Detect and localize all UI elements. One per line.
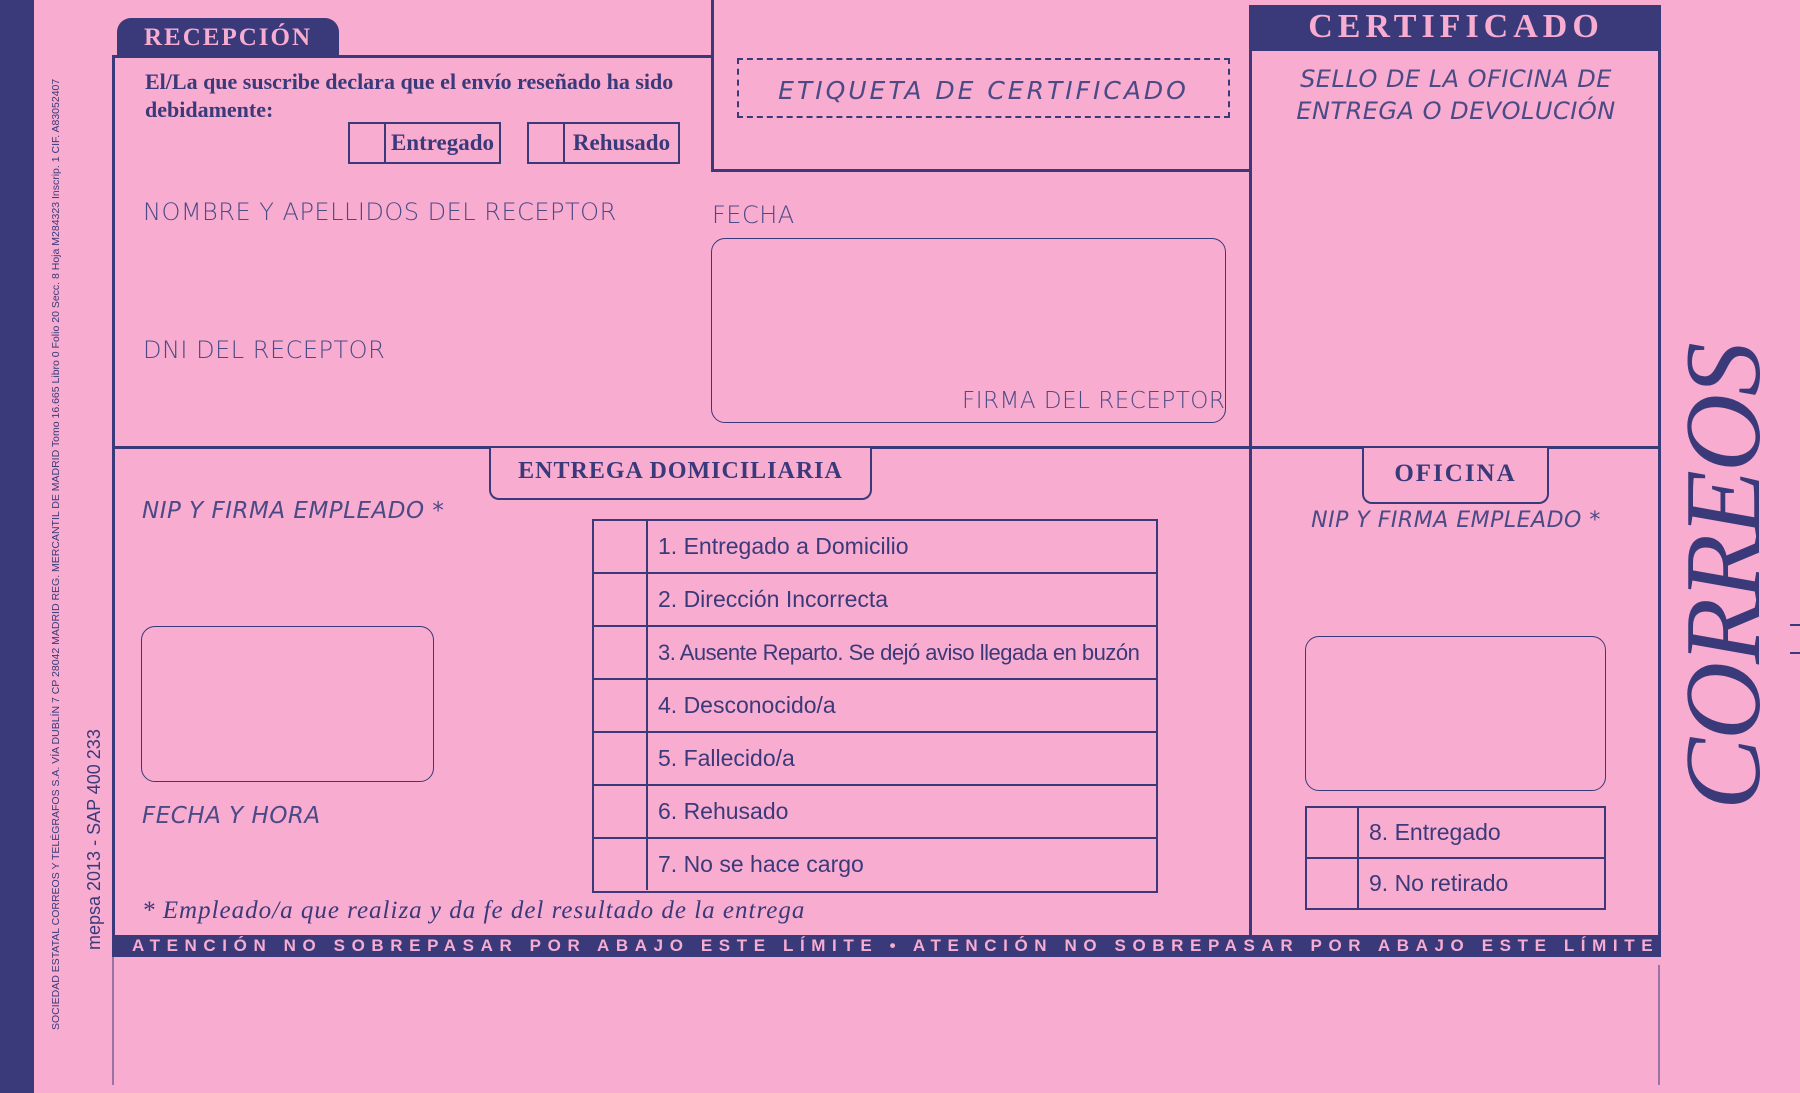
option-delivered bbox=[384, 122, 501, 164]
home-option-row[interactable] bbox=[594, 680, 1156, 733]
side-phone: 902 197 197 bbox=[2, 722, 32, 1010]
label-area-text: ETIQUETA DE CERTIFICADO bbox=[778, 76, 1189, 105]
office-options-table bbox=[1305, 806, 1606, 910]
side-legal: SOCIEDAD ESTATAL CORREOS Y TELÉGRAFOS S.A. VÍA DUBLÍN 7 CP 28042 MADRID REG. MERCANTIL DE MADRID Tomo 16.665 Libro 0 Folio 20 Secc. 8 Hoja M284323 Inscrip. 1 CIF. A83052407 bbox=[50, 78, 62, 1030]
option-label: 5. Fallecido/a bbox=[658, 745, 795, 771]
home-option-row[interactable] bbox=[594, 521, 1156, 574]
reception-tab-label: RECEPCIÓN bbox=[143, 24, 312, 51]
home-option-row[interactable] bbox=[594, 574, 1156, 627]
frame-left bbox=[112, 55, 115, 955]
print-code: mepsa 2013 - SAP 400 233 bbox=[84, 729, 104, 950]
cert-right bbox=[1658, 5, 1661, 955]
warning-text: ATENCIÓN NO SOBREPASAR POR ABAJO ESTE LÍMITE • ATENCIÓN NO SOBREPASAR POR ABAJO ESTE LÍMITE bbox=[132, 936, 1660, 955]
stamp-line2: ENTREGA O DEVOLUCIÓN bbox=[1296, 97, 1616, 125]
receiver-dni-label: DNI DEL RECEPTOR bbox=[143, 336, 386, 364]
home-delivery-tab bbox=[489, 448, 872, 500]
checkbox-delivered[interactable] bbox=[348, 122, 386, 164]
option-checkbox[interactable] bbox=[594, 574, 648, 625]
office-tab-label: OFICINA bbox=[1394, 460, 1517, 487]
office-tab bbox=[1362, 448, 1549, 504]
checkbox-refused[interactable] bbox=[527, 122, 565, 164]
option-label: 8. Entregado bbox=[1369, 819, 1501, 845]
lower-left-dashed bbox=[112, 955, 114, 1085]
option-checkbox[interactable] bbox=[594, 839, 648, 890]
home-employee-label: NIP Y FIRMA EMPLEADO * bbox=[142, 498, 445, 524]
option-label: 6. Rehusado bbox=[658, 798, 789, 824]
office-employee-box[interactable] bbox=[1305, 636, 1606, 791]
option-label: 9. No retirado bbox=[1369, 870, 1509, 896]
correos-logo: CORREOS bbox=[1664, 344, 1783, 810]
cert-left bbox=[1249, 5, 1252, 935]
reception-declaration: El/La que suscribe declara que el envío reseñado ha sido debidamente: bbox=[145, 69, 674, 122]
certificado-title: CERTIFICADO bbox=[1308, 8, 1604, 45]
option-checkbox[interactable] bbox=[594, 680, 648, 731]
home-delivery-tab-label: ENTREGA DOMICILIARIA bbox=[518, 458, 843, 484]
option-checkbox[interactable] bbox=[594, 521, 648, 572]
home-options-table bbox=[592, 519, 1158, 893]
signature-label: FIRMA DEL RECEPTOR bbox=[962, 388, 1226, 414]
date-label: FECHA bbox=[712, 201, 795, 229]
option-refused bbox=[563, 122, 680, 164]
edge-mark bbox=[1790, 652, 1800, 654]
option-label: 3. Ausente Reparto. Se dejó aviso llegada en buzón bbox=[658, 639, 1140, 665]
option-checkbox[interactable] bbox=[594, 627, 648, 678]
option-label: 4. Desconocido/a bbox=[658, 692, 836, 718]
home-option-row[interactable] bbox=[594, 786, 1156, 839]
footnote: * Empleado/a que realiza y da fe del resultado de la entrega bbox=[142, 897, 806, 924]
office-employee-label: NIP Y FIRMA EMPLEADO * bbox=[1311, 508, 1601, 533]
label-bottom bbox=[711, 169, 1251, 172]
right-dashed bbox=[1658, 965, 1660, 1085]
home-option-row[interactable] bbox=[594, 733, 1156, 786]
option-delivered-label: Entregado bbox=[390, 130, 495, 155]
office-option-row[interactable] bbox=[1307, 808, 1604, 859]
option-checkbox[interactable] bbox=[1307, 859, 1359, 908]
option-label: 7. No se hace cargo bbox=[658, 851, 864, 877]
office-option-row[interactable] bbox=[1307, 859, 1604, 908]
option-checkbox[interactable] bbox=[594, 733, 648, 784]
home-option-row[interactable] bbox=[594, 627, 1156, 680]
home-option-row[interactable] bbox=[594, 839, 1156, 890]
side-contact: 902 197 197 • www.correos.es bbox=[2, 294, 32, 1010]
side-web: www.correos.es bbox=[2, 294, 32, 660]
home-employee-box[interactable] bbox=[141, 626, 434, 782]
stamp-line1: SELLO DE LA OFICINA DE bbox=[1300, 65, 1612, 93]
option-refused-label: Rehusado bbox=[572, 130, 671, 155]
option-label: 1. Entregado a Domicilio bbox=[658, 533, 909, 559]
option-checkbox[interactable] bbox=[1307, 808, 1359, 857]
label-left bbox=[711, 0, 714, 172]
home-datetime-label: FECHA Y HORA bbox=[142, 803, 321, 829]
receiver-name-label: NOMBRE Y APELLIDOS DEL RECEPTOR bbox=[143, 198, 617, 226]
option-checkbox[interactable] bbox=[594, 786, 648, 837]
edge-mark bbox=[1790, 624, 1800, 626]
warning-bar bbox=[112, 935, 1661, 957]
option-label: 2. Dirección Incorrecta bbox=[658, 586, 889, 612]
